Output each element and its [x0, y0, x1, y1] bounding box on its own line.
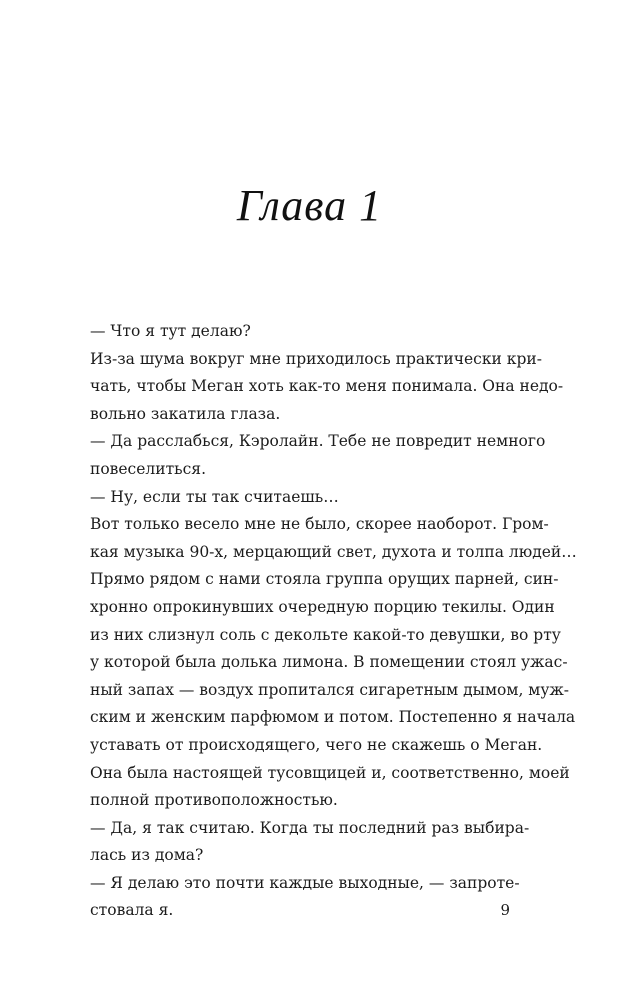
text-line: хронно опрокинувших очередную порцию текилы. Один	[90, 597, 555, 616]
text-line: у которой была долька лимона. В помещении стоял ужас-	[90, 653, 568, 672]
text-line: — Да, я так считаю. Когда ты последний раз выбира-	[90, 818, 530, 837]
text-line: Вот только весело мне не было, скорее наоборот. Гром-	[90, 515, 549, 534]
text-line: — Ну, если ты так считаешь…	[90, 487, 339, 506]
text-line: — Да расслабься, Кэролайн. Тебе не повредит немного	[90, 432, 546, 451]
text-line: чать, чтобы Меган хоть как-то меня понимала. Она недо-	[90, 377, 564, 396]
text-line: из них слизнул соль с декольте какой-то девушки, во рту	[90, 625, 561, 644]
text-line: ный запах — воздух пропитался сигаретным дымом, муж-	[90, 680, 569, 699]
text-line: ским и женским парфюмом и потом. Постепенно я начала	[90, 708, 576, 727]
text-line: — Я делаю это почти каждые выходные, — запроте-	[90, 873, 520, 892]
text-line: вольно закатила глаза.	[90, 404, 281, 423]
chapter-title: Глава 1	[236, 181, 383, 230]
text-line: лась из дома?	[90, 846, 204, 865]
body-text	[90, 318, 577, 925]
page-number: 9	[500, 901, 510, 919]
text-line: стовала я.	[90, 901, 174, 920]
text-line: Прямо рядом с нами стояла группа орущих парней, син-	[90, 570, 559, 589]
text-line: уставать от происходящего, чего не скажешь о Меган.	[90, 735, 543, 754]
text-line: повеселиться.	[90, 459, 206, 478]
text-line: Она была настоящей тусовщицей и, соответственно, моей	[90, 763, 570, 782]
text-line: полной противоположностью.	[90, 791, 338, 810]
text-line: кая музыка 90-х, мерцающий свет, духота и толпа людей…	[90, 542, 577, 561]
text-line: — Что я тут делаю?	[90, 322, 251, 340]
text-line: Из-за шума вокруг мне приходилось практически кри-	[90, 349, 542, 368]
